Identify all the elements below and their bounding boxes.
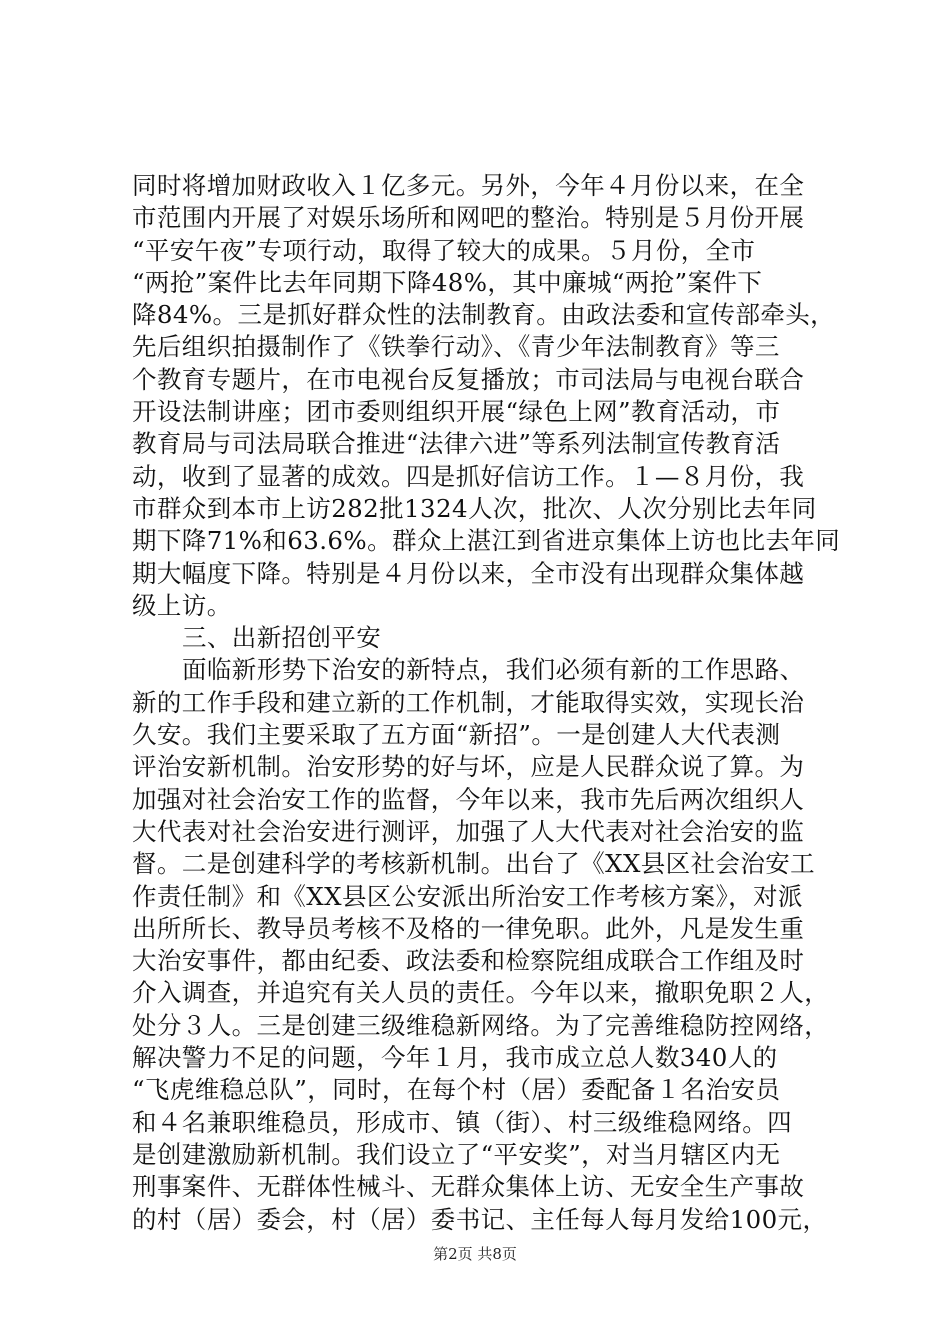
text-line: 介入调查，并追究有关人员的责任。今年以来，撤职免职２人， [132,978,830,1008]
text-line: 级上访。 [132,590,232,620]
text-line: 久安。我们主要采取了五方面“新招”。一是创建人大代表测 [132,720,781,750]
text-line: “两抢”案件比去年同期下降48%，其中廉城“两抢”案件下 [132,267,763,297]
text-line: 是创建激励新机制。我们设立了“平安奖”，对当月辖区内无 [132,1139,781,1169]
text-line: 作责任制》和《XX县区公安派出所治安工作考核方案》，对派 [132,881,803,911]
text-line: 的村（居）委会，村（居）委书记、主任每人每月发给100元， [132,1204,828,1234]
body-text [132,170,841,1236]
text-line: 大治安事件，都由纪委、政法委和检察院组成联合工作组及时 [132,946,805,976]
text-line: 降84%。三是抓好群众性的法制教育。由政法委和宣传部牵头， [132,300,836,330]
text-line: 大代表对社会治安进行测评，加强了人大代表对社会治安的监 [132,816,805,846]
text-line: 刑事案件、无群体性械斗、无群众集体上访、无安全生产事故 [132,1172,805,1202]
text-line: 先后组织拍摄制作了《铁拳行动》、《青少年法制教育》等三 [132,332,780,362]
text-line: 新的工作手段和建立新的工作机制，才能取得实效，实现长治 [132,687,805,717]
text-line: 市群众到本市上访282批1324人次，批次、人次分别比去年同 [132,493,817,523]
text-line: 教育局与司法局联合推进“法律六进”等系列法制宣传教育活 [132,429,781,459]
text-line: 解决警力不足的问题，今年１月，我市成立总人数340人的 [132,1043,778,1073]
text-line: 市范围内开展了对娱乐场所和网吧的整治。特别是５月份开展 [132,203,805,233]
text-line: 加强对社会治安工作的监督，今年以来，我市先后两次组织人 [132,784,805,814]
text-line: 同时将增加财政收入１亿多元。另外，今年４月份以来，在全 [132,171,805,200]
text-line: 评治安新机制。治安形势的好与坏，应是人民群众说了算。为 [132,752,805,782]
text-line: 开设法制讲座；团市委则组织开展“绿色上网”教育活动，市 [132,397,781,427]
text-line: 和４名兼职维稳员，形成市、镇（街）、村三级维稳网络。四 [132,1107,793,1137]
text-line: 督。二是创建科学的考核新机制。出台了《XX县区社会治安工 [132,849,816,879]
page-footer: 第2页 共8页 [433,1245,517,1263]
text-line: 个教育专题片，在市电视台反复播放；市司法局与电视台联合 [132,364,805,394]
text-line: 出所所长、教导员考核不及格的一律免职。此外，凡是发生重 [132,913,805,943]
text-line: 动，收到了显著的成效。四是抓好信访工作。１—８月份，我 [132,461,805,491]
text-line: “平安午夜”专项行动，取得了较大的成果。５月份，全市 [132,235,756,265]
text-line: 期大幅度下降。特别是４月份以来，全市没有出现群众集体越 [132,558,805,588]
text-line: 面临新形势下治安的新特点，我们必须有新的工作思路、 [182,655,805,685]
text-line: “飞虎维稳总队”，同时，在每个村（居）委配备１名治安员 [132,1075,781,1105]
section-heading: 三、出新招创平安 [182,623,382,653]
text-line: 期下降71%和63.6%。群众上湛江到省进京集体上访也比去年同 [132,526,841,556]
text-line: 处分３人。三是创建三级维稳新网络。为了完善维稳防控网络， [132,1010,830,1040]
